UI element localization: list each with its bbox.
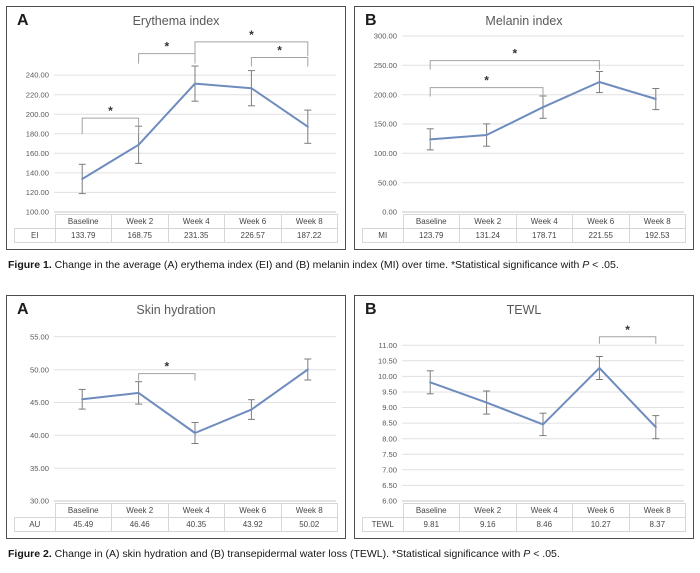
table-header-row: [363, 215, 686, 229]
table-value-cell: 50.02: [281, 518, 338, 532]
figure-2-caption-body: Change in (A) skin hydration and (B) transepidermal water loss (TEWL). *Statistical significance with: [51, 548, 524, 560]
table-value-cell: 10.27: [573, 518, 630, 532]
melanin-line-plot: [362, 30, 686, 217]
svg-text:200.00: 200.00: [25, 109, 49, 119]
significance-bracket: [251, 44, 307, 67]
svg-text:7.00: 7.00: [382, 465, 397, 475]
y-axis-tick-labels: [374, 32, 397, 217]
significance-bracket: [430, 74, 543, 97]
significance-bracket: [82, 104, 138, 134]
table-col-header: Baseline: [403, 215, 460, 229]
svg-text:35.00: 35.00: [29, 463, 49, 473]
error-bars: [427, 357, 660, 439]
chart-panel-skin-hydration: [6, 295, 346, 539]
chart-title-erythema: Erythema index: [132, 14, 220, 28]
svg-text:8.00: 8.00: [382, 434, 397, 444]
erythema-data-table: [14, 214, 338, 243]
svg-text:100.00: 100.00: [373, 148, 397, 158]
significance-bracket: [599, 323, 655, 344]
table-value-cell: 226.57: [225, 229, 282, 243]
svg-text:220.00: 220.00: [25, 90, 49, 100]
chart-panel-erythema-index: [6, 6, 346, 250]
significance-bracket: [139, 40, 195, 64]
table-col-header: Week 6: [573, 504, 630, 518]
error-bars: [427, 72, 660, 150]
svg-text:30.00: 30.00: [29, 496, 49, 506]
table-col-header: Week 2: [460, 215, 517, 229]
table-col-header: Week 4: [516, 215, 573, 229]
svg-text:160.00: 160.00: [25, 148, 49, 158]
table-value-cell: 131.24: [460, 229, 517, 243]
table-col-header: Week 2: [112, 215, 169, 229]
panel-label-b: B: [365, 301, 377, 318]
table-value-cell: 123.79: [403, 229, 460, 243]
table-col-header: Week 2: [460, 504, 517, 518]
significance-star: *: [249, 27, 254, 42]
panel-label-b: B: [365, 12, 377, 29]
table-col-header: Week 8: [629, 215, 686, 229]
svg-text:0.00: 0.00: [382, 207, 397, 217]
svg-text:140.00: 140.00: [25, 168, 49, 178]
table-col-header: Week 8: [281, 504, 338, 518]
significance-star: *: [512, 46, 518, 61]
chart-title-melanin: Melanin index: [485, 14, 563, 28]
svg-text:55.00: 55.00: [29, 332, 49, 342]
figure-2-caption-p: P: [523, 548, 531, 560]
table-value-cell: 40.35: [168, 518, 225, 532]
significance-star: *: [277, 43, 282, 58]
svg-text:50.00: 50.00: [377, 178, 397, 188]
series-label: AU: [15, 518, 56, 532]
chart-title-tewl: TEWL: [506, 303, 542, 317]
table-col-header: Week 4: [168, 215, 225, 229]
figure-2-caption: [8, 548, 692, 561]
figure-1-caption-body: Change in the average (A) erythema index (EI) and (B) melanin index (MI) over time. *Statistical significance with: [51, 259, 583, 271]
y-axis-tick-labels: [26, 71, 49, 217]
tewl-data-table: [362, 503, 686, 532]
table-value-cell: 8.46: [516, 518, 573, 532]
table-header-row: [15, 504, 338, 518]
svg-text:240.00: 240.00: [25, 70, 49, 80]
table-value-cell: 231.35: [168, 229, 225, 243]
erythema-line-plot: [14, 27, 338, 217]
gridlines: [402, 36, 684, 212]
svg-text:150.00: 150.00: [373, 119, 397, 129]
y-axis-tick-labels: [378, 341, 397, 506]
table-value-row: [15, 518, 338, 532]
figure-2-panel-row: [6, 295, 694, 539]
table-value-cell: 45.49: [55, 518, 112, 532]
table-value-cell: 133.79: [55, 229, 112, 243]
table-header-row: [15, 215, 338, 229]
table-value-cell: 43.92: [225, 518, 282, 532]
svg-text:6.00: 6.00: [382, 496, 397, 506]
skin-hydration-line-plot: [14, 319, 338, 506]
table-value-cell: 9.81: [403, 518, 460, 532]
table-value-cell: 192.53: [629, 229, 686, 243]
figure-1-caption-tail: < .05.: [589, 259, 619, 271]
significance-star: *: [625, 322, 630, 337]
series-label: EI: [15, 229, 56, 243]
svg-text:6.50: 6.50: [382, 481, 397, 490]
gridlines: [54, 337, 336, 501]
table-col-header: Week 8: [629, 504, 686, 518]
table-col-header: Week 4: [168, 504, 225, 518]
melanin-data-table: [362, 214, 686, 243]
figure-1-block: [6, 6, 694, 272]
significance-bracket: [430, 47, 599, 70]
svg-text:45.00: 45.00: [29, 398, 49, 408]
chart-panel-melanin-index: [354, 6, 694, 250]
table-col-header: Week 2: [112, 504, 169, 518]
table-value-cell: 178.71: [516, 229, 573, 243]
svg-text:50.00: 50.00: [29, 365, 49, 375]
svg-text:10.50: 10.50: [377, 356, 397, 366]
svg-text:9.00: 9.00: [382, 403, 397, 413]
table-col-header: Baseline: [55, 215, 112, 229]
significance-star: *: [164, 359, 170, 374]
table-col-header: Baseline: [403, 504, 460, 518]
svg-text:250.00: 250.00: [373, 60, 397, 70]
table-col-header: Baseline: [55, 504, 112, 518]
chart-panel-tewl: [354, 295, 694, 539]
svg-text:8.50: 8.50: [382, 418, 397, 428]
svg-text:300.00: 300.00: [373, 31, 397, 41]
skin-hydration-data-table: [14, 503, 338, 532]
figure-2-caption-label: Figure 2.: [8, 548, 52, 560]
significance-star: *: [164, 39, 170, 54]
svg-text:40.00: 40.00: [29, 430, 49, 440]
svg-text:120.00: 120.00: [25, 188, 49, 197]
table-col-header: Week 8: [281, 215, 338, 229]
error-bars: [79, 359, 312, 444]
svg-text:10.00: 10.00: [377, 372, 397, 381]
panel-label-a: A: [17, 12, 29, 29]
figure-2-caption-tail: < .05.: [530, 548, 560, 560]
table-value-cell: 187.22: [281, 229, 338, 243]
significance-star: *: [484, 73, 489, 88]
svg-text:9.50: 9.50: [382, 387, 397, 397]
table-value-cell: 8.37: [629, 518, 686, 532]
table-header-row: [363, 504, 686, 518]
table-value-cell: 46.46: [112, 518, 169, 532]
table-value-cell: 221.55: [573, 229, 630, 243]
series-label: TEWL: [363, 518, 404, 532]
panel-label-a: A: [17, 301, 29, 318]
table-value-cell: 168.75: [112, 229, 169, 243]
chart-title-skin-hydration: Skin hydration: [136, 303, 216, 317]
significance-star: *: [108, 104, 113, 119]
table-value-row: [363, 229, 686, 243]
table-col-header: Week 6: [225, 504, 282, 518]
table-value-row: [363, 518, 686, 532]
table-col-header: Week 6: [573, 215, 630, 229]
figure-1-caption: [8, 259, 692, 272]
svg-text:100.00: 100.00: [25, 207, 49, 217]
y-axis-tick-labels: [30, 332, 49, 505]
svg-text:180.00: 180.00: [25, 129, 49, 139]
figure-1-panel-row: [6, 6, 694, 250]
table-value-row: [15, 229, 338, 243]
table-value-cell: 9.16: [460, 518, 517, 532]
figure-1-caption-p: P: [582, 259, 590, 271]
table-col-header: Week 6: [225, 215, 282, 229]
svg-text:7.50: 7.50: [382, 449, 397, 459]
significance-bracket: [195, 28, 308, 56]
series-label: MI: [363, 229, 404, 243]
figure-1-caption-label: Figure 1.: [8, 259, 52, 271]
error-bars: [79, 66, 312, 194]
figure-2-block: [6, 295, 694, 561]
svg-text:200.00: 200.00: [373, 90, 397, 100]
svg-text:11.00: 11.00: [378, 340, 397, 350]
tewl-line-plot: [362, 319, 686, 506]
table-col-header: Week 4: [516, 504, 573, 518]
